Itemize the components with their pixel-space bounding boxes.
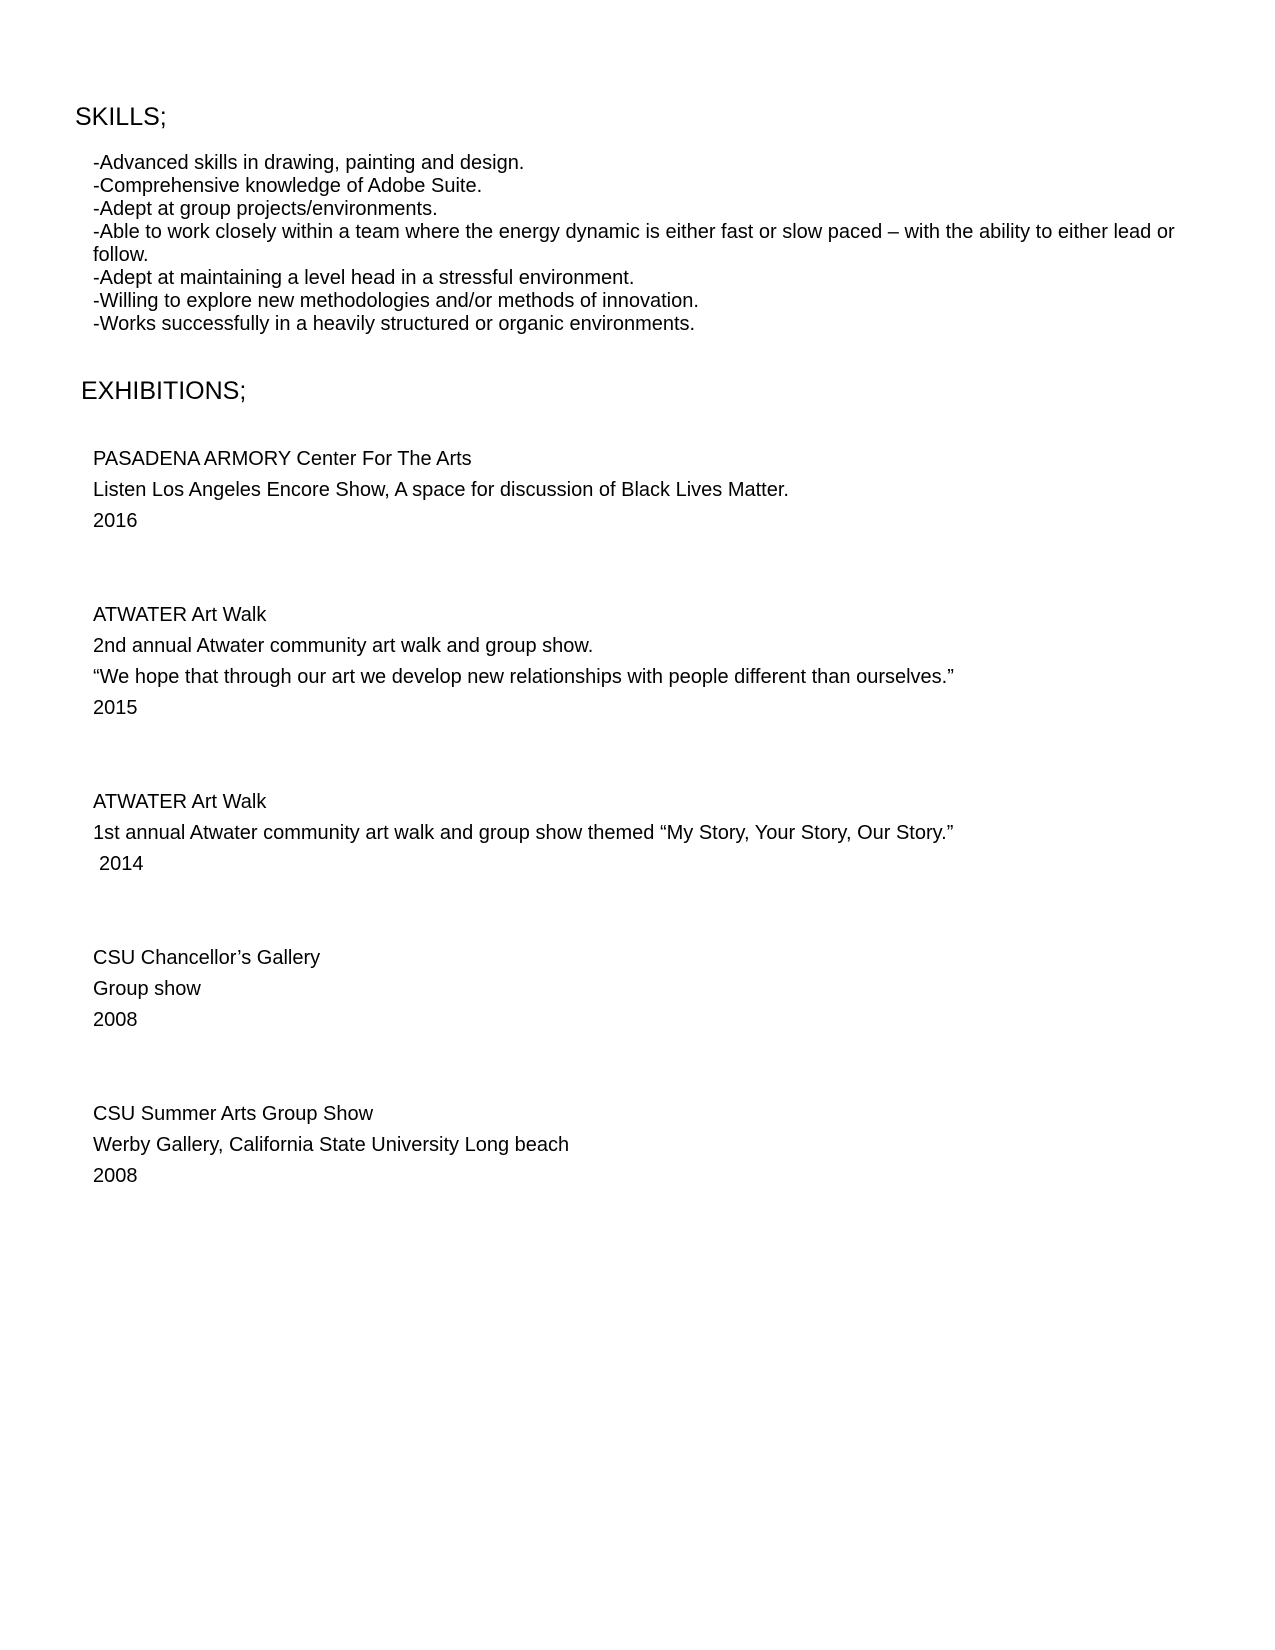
skill-item: -Willing to explore new methodologies and/or methods of innovation. bbox=[93, 290, 699, 312]
exhibition-year: 2008 bbox=[93, 1165, 138, 1187]
exhibition-venue: ATWATER Art Walk bbox=[93, 604, 267, 626]
exhibition-venue: CSU Chancellor’s Gallery bbox=[93, 947, 321, 969]
exhibition-venue: ATWATER Art Walk bbox=[93, 791, 267, 813]
skill-item: -Works successfully in a heavily structured or organic environments. bbox=[93, 313, 696, 335]
skill-item: -Able to work closely within a team where the energy dynamic is either fast or slow paced – with the ability to either lead or follow. bbox=[93, 221, 1175, 266]
skills-heading: SKILLS; bbox=[75, 103, 167, 131]
exhibition-venue: PASADENA ARMORY Center For The Arts bbox=[93, 448, 472, 470]
exhibition-entry bbox=[93, 943, 1193, 1036]
exhibition-year: 2016 bbox=[93, 510, 138, 532]
skills-list bbox=[93, 152, 1203, 336]
exhibition-year: 2008 bbox=[93, 1009, 138, 1031]
exhibitions-heading: EXHIBITIONS; bbox=[81, 377, 247, 405]
exhibition-detail: Werby Gallery, California State University Long beach bbox=[93, 1134, 570, 1156]
exhibition-entry bbox=[93, 444, 1193, 537]
skill-item: -Comprehensive knowledge of Adobe Suite. bbox=[93, 175, 483, 197]
exhibition-year: 2015 bbox=[93, 697, 138, 719]
skill-item: -Adept at maintaining a level head in a stressful environment. bbox=[93, 267, 635, 289]
skill-item: -Advanced skills in drawing, painting and design. bbox=[93, 152, 525, 174]
exhibition-entry bbox=[93, 1099, 1193, 1192]
exhibition-detail: Group show bbox=[93, 978, 201, 1000]
exhibition-entry bbox=[93, 600, 1193, 724]
exhibition-detail: 2nd annual Atwater community art walk and group show. bbox=[93, 635, 594, 657]
exhibition-quote: “We hope that through our art we develop new relationships with people different than ourselves.” bbox=[93, 666, 954, 688]
exhibitions-list bbox=[93, 444, 1193, 1255]
exhibition-year: 2014 bbox=[99, 853, 144, 875]
exhibition-entry bbox=[93, 787, 1193, 880]
exhibition-venue: CSU Summer Arts Group Show bbox=[93, 1103, 374, 1125]
exhibition-detail: Listen Los Angeles Encore Show, A space for discussion of Black Lives Matter. bbox=[93, 479, 789, 501]
skill-item: -Adept at group projects/environments. bbox=[93, 198, 438, 220]
exhibition-detail: 1st annual Atwater community art walk and group show themed “My Story, Your Story, Our Story.” bbox=[93, 822, 954, 844]
